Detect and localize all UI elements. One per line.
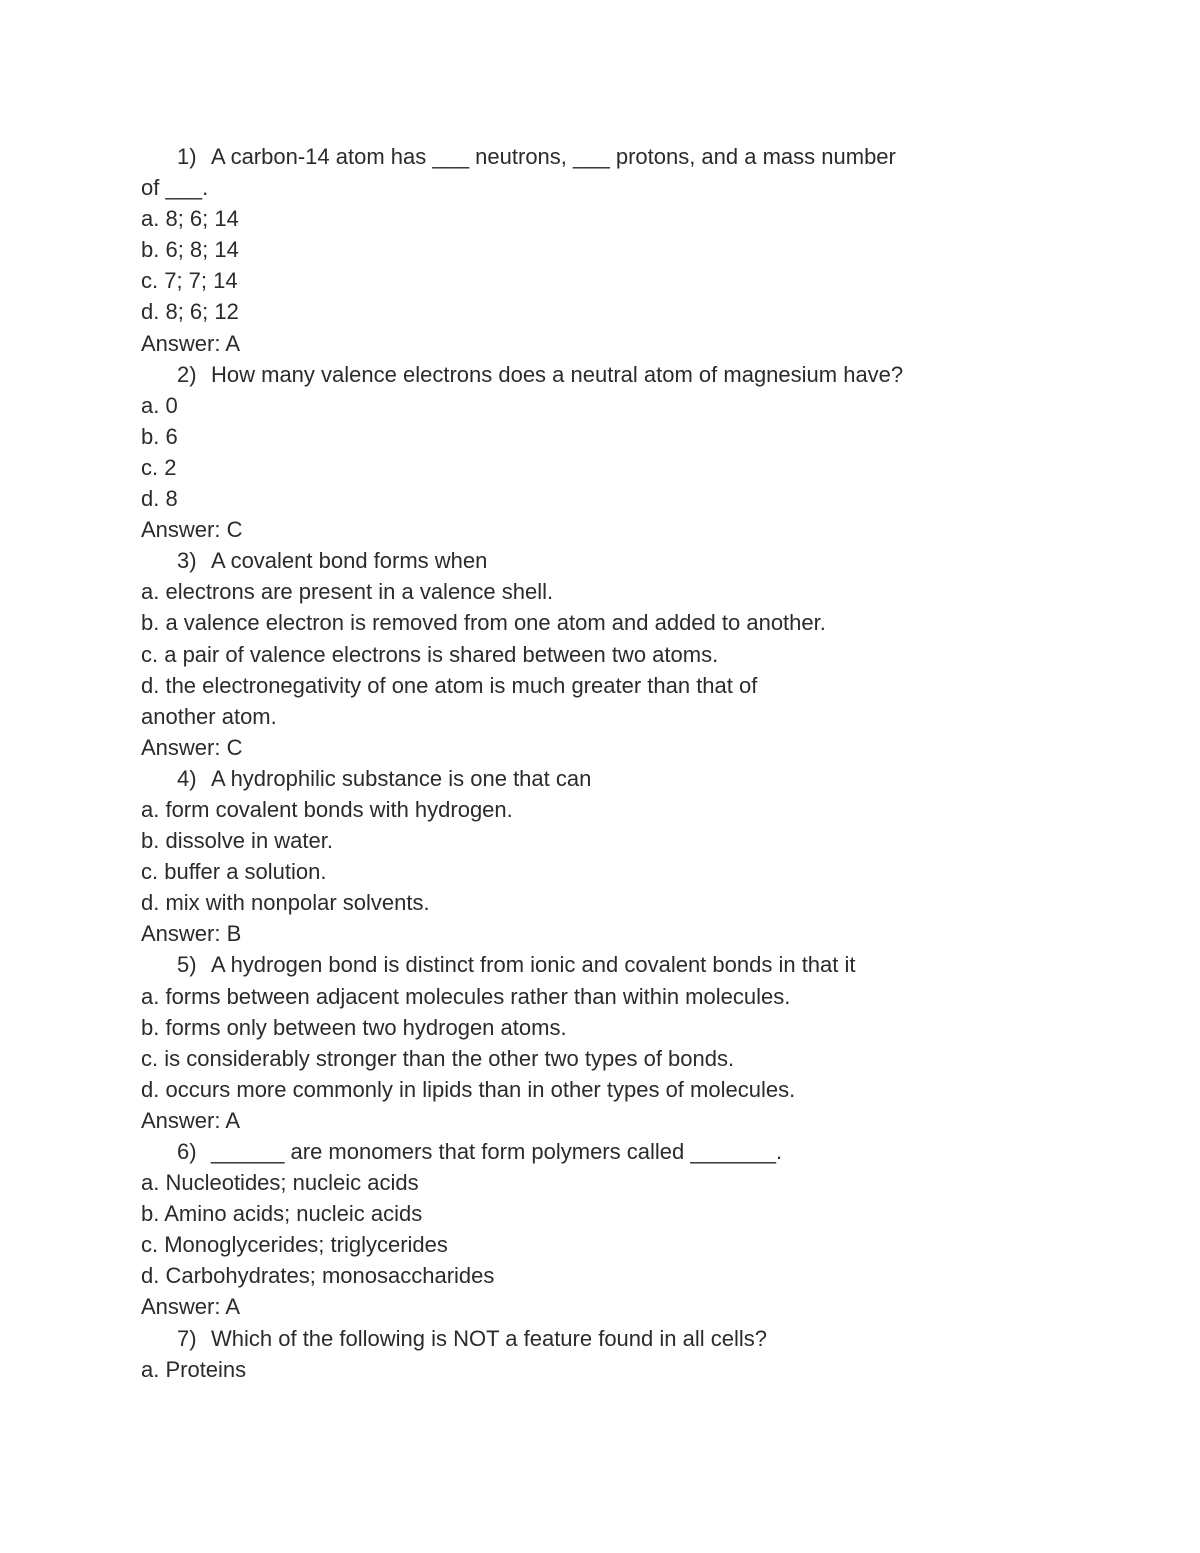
question-stem xyxy=(141,359,971,390)
option-b: b. a valence electron is removed from one atom and added to another. xyxy=(141,610,826,636)
question-number: 5) xyxy=(177,952,197,978)
answer: Answer: A xyxy=(141,1107,241,1133)
option-c: c. 2 xyxy=(141,454,177,480)
option-c: c. Monoglycerides; triglycerides xyxy=(141,1232,448,1258)
question-number: 7) xyxy=(177,1325,197,1351)
question-number: 2) xyxy=(177,361,197,387)
question-text: A covalent bond forms when xyxy=(211,548,488,574)
question-text: ______ are monomers that form polymers called _______. xyxy=(211,1139,783,1164)
option-d: d. occurs more commonly in lipids than in other types of molecules. xyxy=(141,1076,796,1102)
question-stem xyxy=(141,141,971,172)
option-a: a. electrons are present in a valence shell. xyxy=(141,579,554,605)
option-b: b. 6 xyxy=(141,423,178,449)
question-text: A carbon-14 atom has ___ neutrons, ___ protons, and a mass number xyxy=(211,144,896,169)
question-stem xyxy=(141,1136,971,1167)
answer: Answer: A xyxy=(141,330,241,356)
option-c: c. 7; 7; 14 xyxy=(141,268,238,294)
question-3 xyxy=(141,545,971,763)
option-c: c. buffer a solution. xyxy=(141,859,327,885)
option-a: a. Proteins xyxy=(141,1356,247,1382)
answer: Answer: C xyxy=(141,734,243,760)
option-a: a. forms between adjacent molecules rather than within molecules. xyxy=(141,983,791,1009)
question-text: A hydrogen bond is distinct from ionic and covalent bonds in that it xyxy=(211,952,856,978)
question-number: 3) xyxy=(177,548,197,574)
question-stem xyxy=(141,1323,971,1354)
option-a: a. Nucleotides; nucleic acids xyxy=(141,1170,419,1196)
answer: Answer: C xyxy=(141,517,243,543)
option-b: b. 6; 8; 14 xyxy=(141,237,239,263)
question-stem xyxy=(141,545,971,576)
question-6 xyxy=(141,1136,971,1323)
question-number: 1) xyxy=(177,144,197,169)
option-d: d. Carbohydrates; monosaccharides xyxy=(141,1263,495,1289)
option-d: d. mix with nonpolar solvents. xyxy=(141,890,430,916)
option-a: a. form covalent bonds with hydrogen. xyxy=(141,796,513,822)
option-a: a. 0 xyxy=(141,392,178,418)
option-d-continued: another atom. xyxy=(141,703,277,729)
question-text: How many valence electrons does a neutral atom of magnesium have? xyxy=(211,361,904,387)
question-5 xyxy=(141,949,971,1136)
question-1 xyxy=(141,141,971,359)
option-c: c. a pair of valence electrons is shared between two atoms. xyxy=(141,641,719,667)
question-4 xyxy=(141,763,971,950)
question-text: Which of the following is NOT a feature found in all cells? xyxy=(211,1325,767,1351)
option-d: d. the electronegativity of one atom is much greater than that of xyxy=(141,672,758,698)
option-d: d. 8; 6; 12 xyxy=(141,299,239,325)
question-7 xyxy=(141,1323,971,1385)
option-b: b. dissolve in water. xyxy=(141,828,333,854)
question-text-continued: of ___. xyxy=(141,175,209,201)
option-c: c. is considerably stronger than the other two types of bonds. xyxy=(141,1045,735,1071)
question-stem xyxy=(141,949,971,980)
document-page xyxy=(141,141,971,1385)
question-number: 6) xyxy=(177,1139,197,1164)
question-text: A hydrophilic substance is one that can xyxy=(211,765,592,791)
option-b: b. forms only between two hydrogen atoms. xyxy=(141,1014,567,1040)
question-stem xyxy=(141,763,971,794)
question-2 xyxy=(141,359,971,546)
option-b: b. Amino acids; nucleic acids xyxy=(141,1201,423,1227)
option-d: d. 8 xyxy=(141,486,178,512)
answer: Answer: B xyxy=(141,921,242,947)
option-a: a. 8; 6; 14 xyxy=(141,206,239,232)
answer: Answer: A xyxy=(141,1294,241,1320)
question-number: 4) xyxy=(177,765,197,791)
